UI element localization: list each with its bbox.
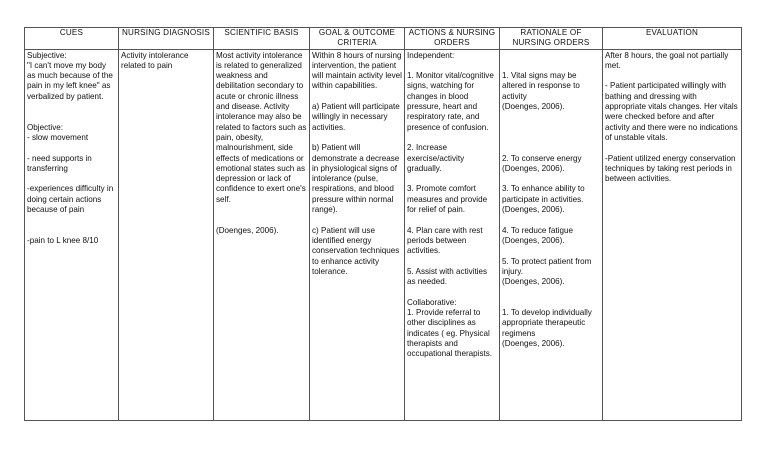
goals-cell <box>310 49 405 420</box>
evaluation-cell <box>603 49 742 420</box>
goals-text: Within 8 hours of nursing intervention, the patient will maintain activity level within capabilities. a) Patient will participate willingly in necessary activities. b) Patient will demonstrate a decrease in physiological signs of intolerance (pulse, respirations, and blood pressure within normal range). c) Patient will use identified energy conservation techniques to enhance activity tolerance. <box>312 50 402 276</box>
cues-text: Subjective: "I can't move my body as much because of the pain in my left knee" as verbalized by patient. Objective: - slow movement - need supports in transferring -experiences difficulty in doing certain actions because of pain -pain to L knee 8/10 <box>27 50 114 245</box>
header-rationale: RATIONALE OF NURSING ORDERS <box>500 28 603 50</box>
header-row <box>25 28 742 50</box>
actions-text: Independent: 1. Monitor vital/cognitive signs, watching for changes in blood pressure, heart and respiratory rate, and presence of confusion. 2. Increase exercise/activity gradually. 3. Promote comfort measures and provide for relief of pain. 4. Plan care with rest periods between activities. 5. Assist with activities as needed. Collaborative: 1. Provide referral to other disciplines as indicates ( eg. Physical therapists and occupational therapists. <box>407 50 494 359</box>
nursing-care-plan-table <box>24 27 742 421</box>
actions-cell <box>405 49 500 420</box>
header-goal-outcome-criteria: GOAL & OUTCOME CRITERIA <box>310 28 405 50</box>
diagnosis-cell <box>119 49 214 420</box>
rationale-cell <box>500 49 603 420</box>
header-scientific-basis: SCIENTIFIC BASIS <box>214 28 310 50</box>
diagnosis-text: Activity intolerance related to pain <box>121 50 191 70</box>
header-actions-nursing-orders: ACTIONS & NURSING ORDERS <box>405 28 500 50</box>
header-cues: CUES <box>25 28 119 50</box>
scientific-basis-text: Most activity intolerance is related to generalized weakness and debilitation secondary to acute or chronic illness and disease. Activity intolerance may also be related to factors such as pain, obesity, malnourishment, side effects of medications or emotional states such as depression or lack of confidence to exert one's self. (Doenges, 2006). <box>216 50 307 235</box>
table-row <box>25 49 742 420</box>
rationale-text: 1. Vital signs may be altered in response to activity (Doenges, 2006). 2. To conserve energy (Doenges, 2006). 3. To enhance ability to participate in activities. (Doenges, 2006). 4. To reduce fatigue (Doenges, 2006). 5. To protect patient from injury. (Doenges, 2006). 1. To develop individually appropriate therapeutic regimens (Doenges, 2006). <box>502 71 592 348</box>
scientific-basis-cell <box>214 49 310 420</box>
header-evaluation: EVALUATION <box>603 28 742 50</box>
cues-cell <box>25 49 119 420</box>
header-nursing-diagnosis: NURSING DIAGNOSIS <box>119 28 214 50</box>
evaluation-text: After 8 hours, the goal not partially met. - Patient participated willingly with bathing and dressing with appropriate vitals changes. Her vitals were checked before and after activity and there were no indications of unstable vitals. -Patient utilized energy conservation techniques by taking rest periods in between activities. <box>605 50 738 184</box>
